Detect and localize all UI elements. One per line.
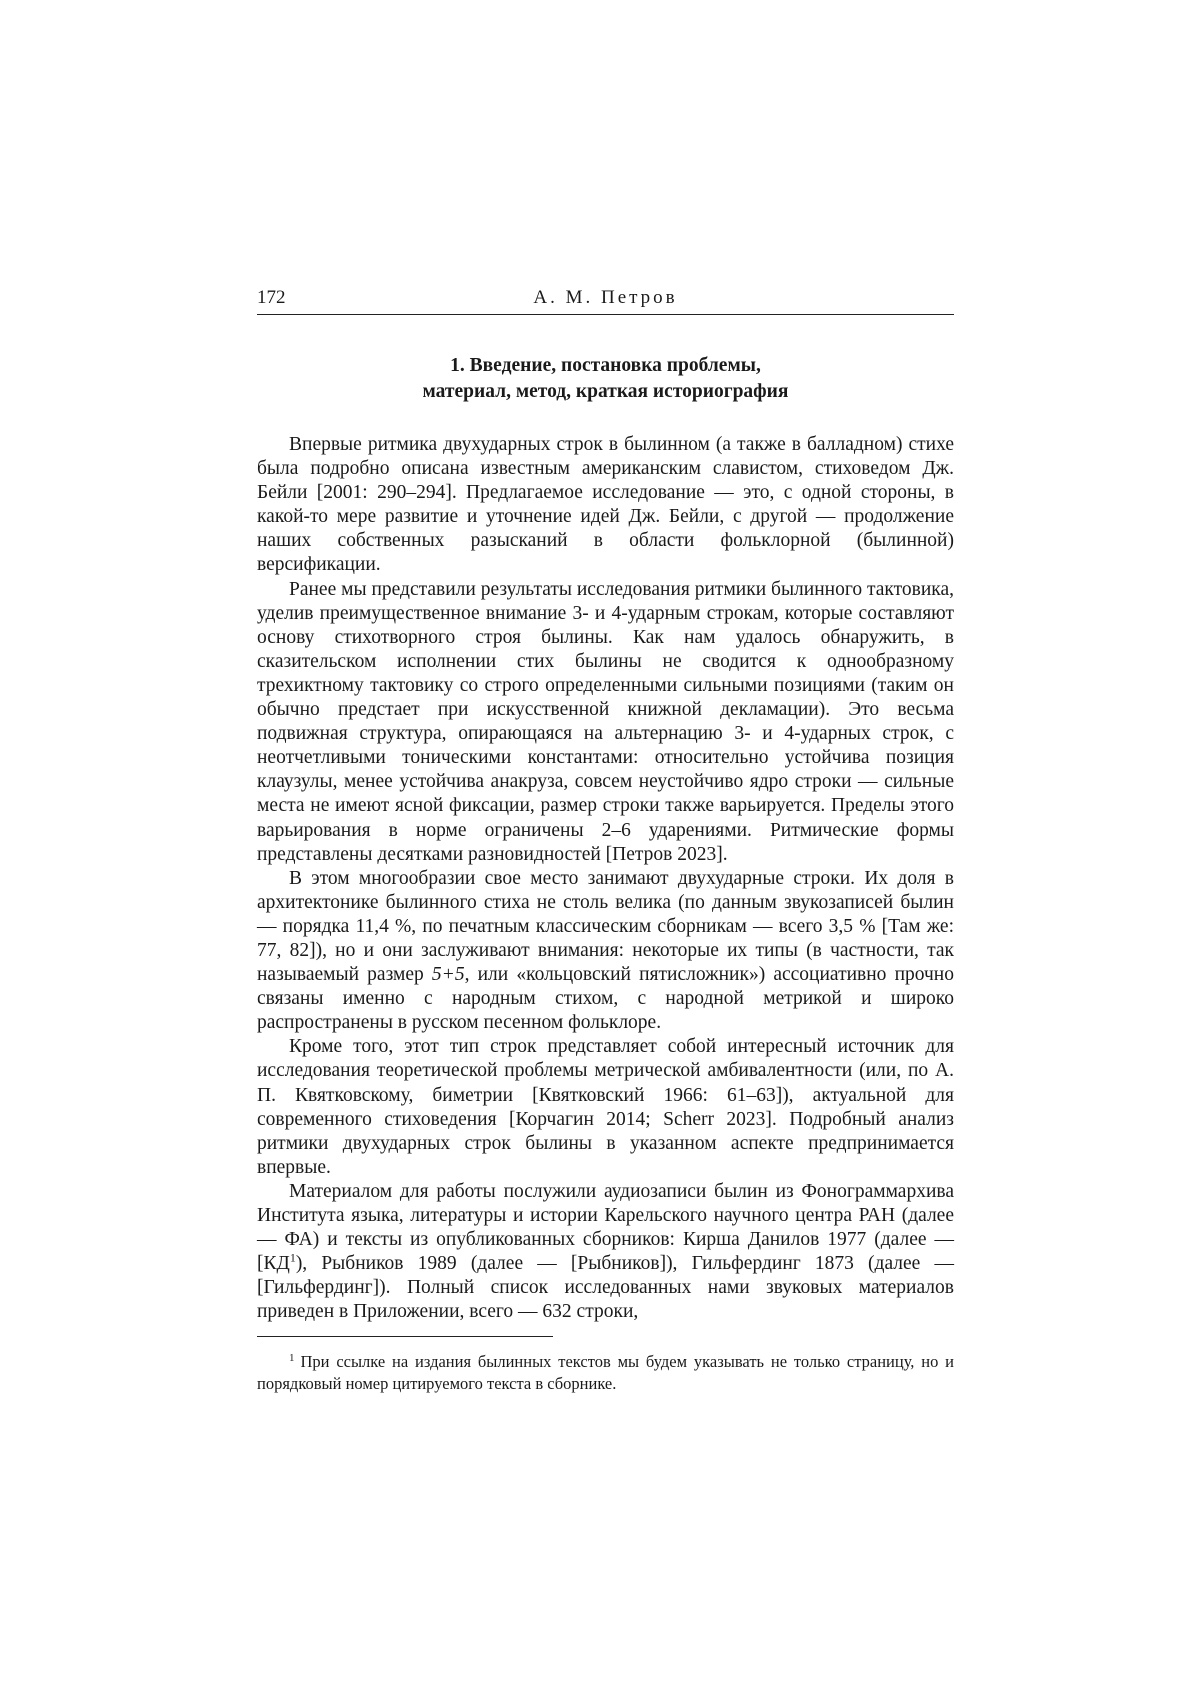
paragraph-2: Ранее мы представили результаты исследования ритмики былинного тактовика, уделив преимущественное внимание 3- и 4-ударным строкам, которые составляют основу стихотворного строя былины. Как нам удалось обнаружить, в сказительском исполнении стих былины не сводится к однообразному трехиктному тактовику со строго определенными сильными позициями (таким он обычно предстает при искусственной книжной декламации). Это весьма подвижная структура, опирающаяся на альтернацию 3- и 4-ударных строк, с неотчетливыми тоническими константами: относительно устойчива позиция клаузулы, менее устойчива анакруза, совсем неустойчиво ядро строки — сильные места не имеют ясной фиксации, размер строки также варьируется. Пределы этого варьирования в норме ограничены 2–6 ударениями. Ритмические формы представлены десятками разновидностей [Петров 2023]. (257, 578, 954, 865)
paragraph-3-text-b: , или «кольцовский пятисложник») ассоциативно прочно связаны именно с народным стихом, с народной метрикой и широко распространены в русском песенном фольклоре. (257, 964, 954, 1034)
paragraph-5-text-a: Материалом для работы послужили аудиозаписи былин из Фонограммархива Института языка, литературы и истории Карельского научного центра РАН (далее — ФА) и тексты из опубликованных сборников: Кирша Данилов 1977 (далее — [КД (257, 1180, 954, 1275)
footnote (257, 1351, 954, 1395)
paragraph-3-text-a: В этом многообразии свое место занимают двухударные строки. Их доля в архитектонике былинного стиха не столь велика (по данным звукозаписей былин — порядка 11,4 %, по печатным классическим сборникам — всего 3,5 % [Там же: 77, 82]), но и они заслуживают внимания: некоторые их типы (в частности, так называемый размер (257, 867, 954, 986)
section-title-line-2: материал, метод, краткая историография (422, 381, 789, 402)
section-title (257, 353, 954, 405)
footnote-reference[interactable]: 1 (289, 1250, 296, 1265)
body-text (257, 433, 954, 1324)
footnote-mark: 1 (289, 1351, 295, 1364)
paragraph-1: Впервые ритмика двухударных строк в былинном (а также в балладном) стихе была подробно описана известным американским славистом, стиховедом Дж. Бейли [2001: 290–294]. Предлагаемое исследование — это, с одной стороны, в какой-то мере развитие и уточнение идей Дж. Бейли, с другой — продолжение наших собственных разысканий в области фольклорной (былинной) версификации. (257, 434, 954, 576)
footnote-divider (257, 1336, 553, 1337)
section-title-line-1: 1. Введение, постановка проблемы, (450, 355, 761, 376)
paragraph-5-text-b: ), Рыбников 1989 (далее — [Рыбников]), Гильфердинг 1873 (далее — [Гильфердинг]). Полный список исследованных нами звуковых материалов приведен в Приложении, всего — 632 строки, (257, 1253, 954, 1323)
running-head (257, 284, 954, 315)
page (257, 284, 954, 1395)
running-head-author: А. М. Петров (533, 287, 678, 308)
meter-formula: 5+5 (431, 964, 465, 986)
footnote-text: При ссылке на издания былинных текстов мы будем указывать не только страницу, но и порядковый номер цитируемого текста в сборнике. (257, 1352, 954, 1394)
page-number: 172 (257, 287, 286, 308)
paragraph-4: Кроме того, этот тип строк представляет собой интересный источник для исследования теоретической проблемы метрической амбивалентности (или, по А. П. Квятковскому, биметрии [Квятковский 1966: 61–63]), актуальной для современного стиховедения [Корчагин 2014; Scherr 2023]. Подробный анализ ритмики двухударных строк былины в указанном аспекте предпринимается впервые. (257, 1036, 954, 1178)
paragraph-5 (257, 1180, 954, 1325)
paragraph-3 (257, 867, 954, 1036)
